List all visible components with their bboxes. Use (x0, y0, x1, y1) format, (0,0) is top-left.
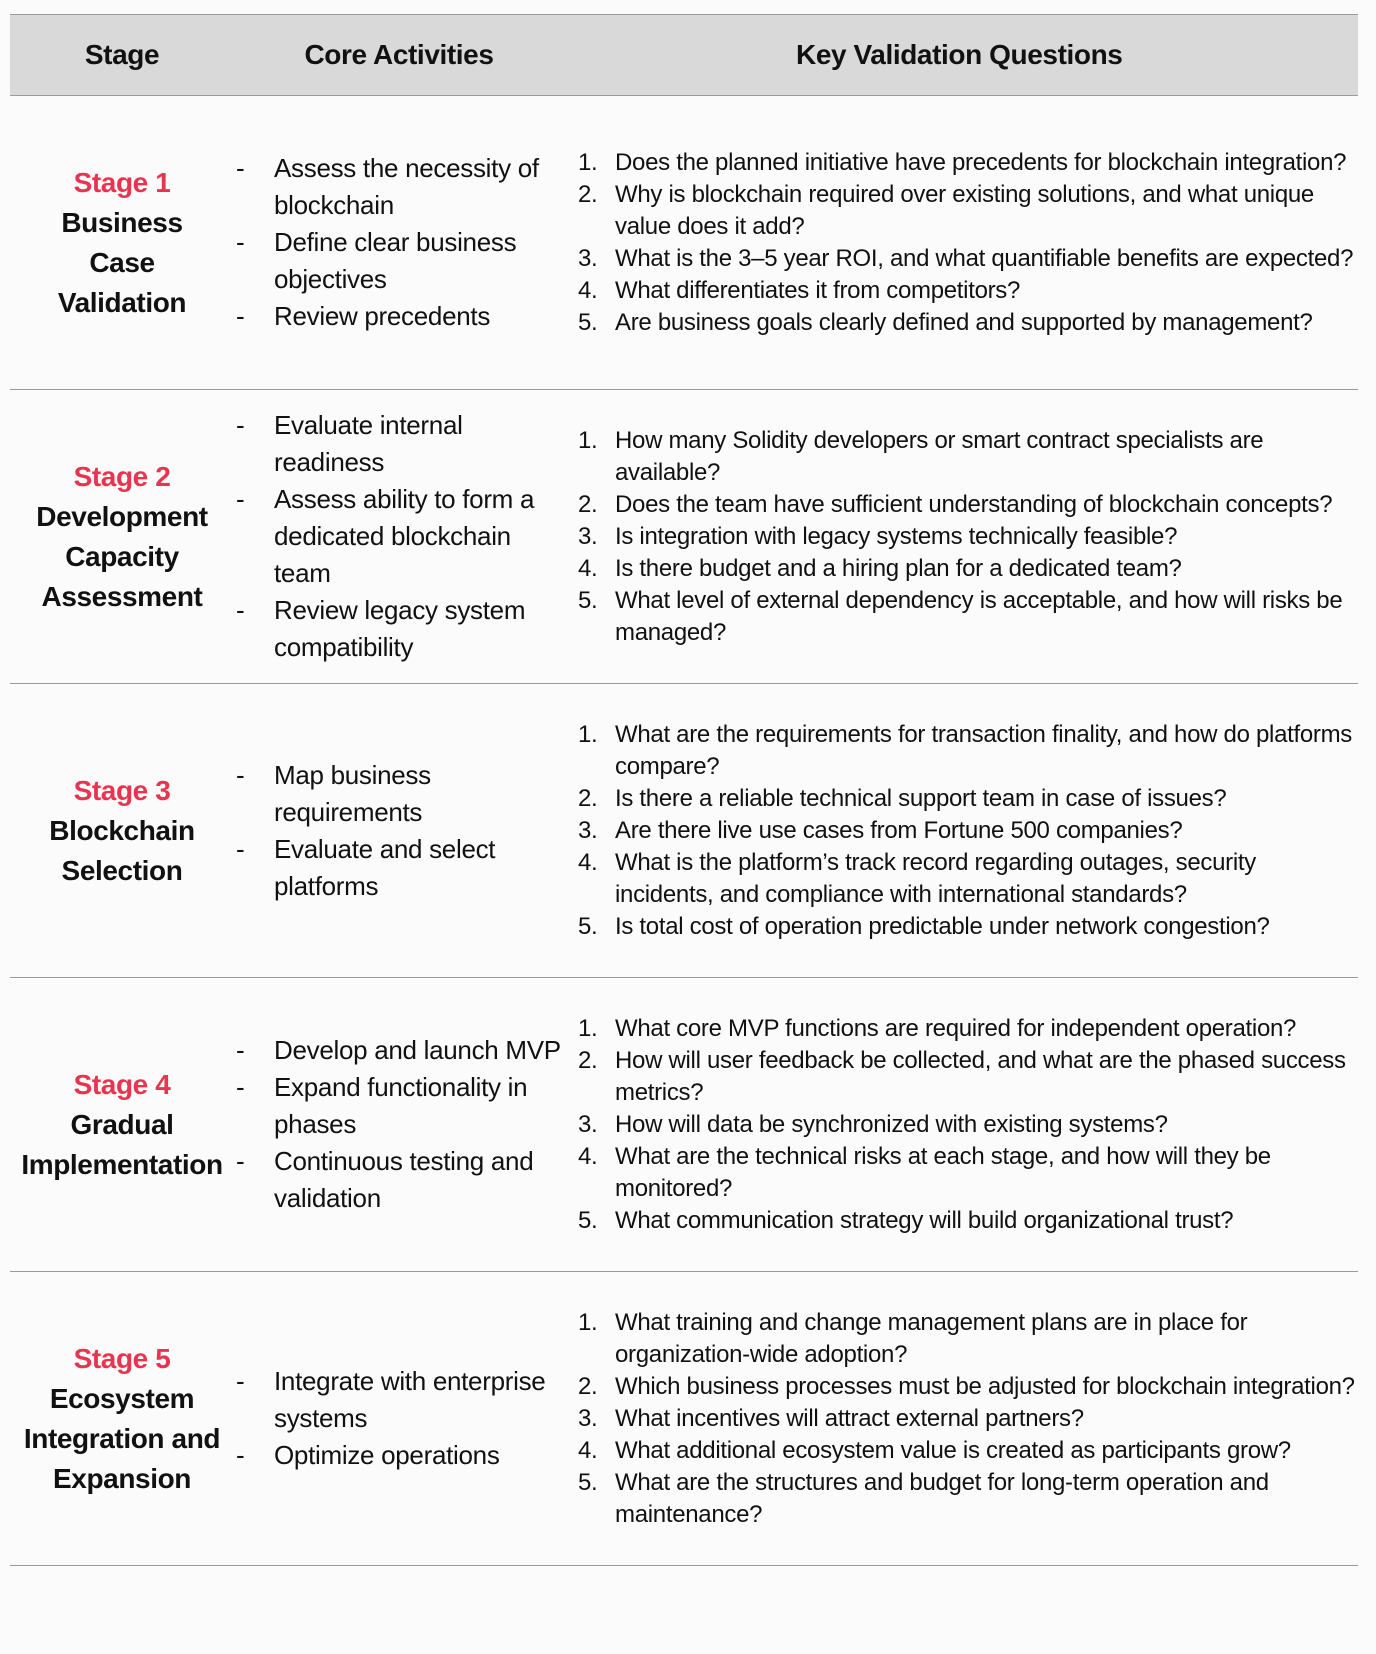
question-item (578, 847, 1358, 911)
activity-item: - Assess ability to form a dedicated blockchain team (234, 481, 564, 592)
core-activities-list (234, 1272, 564, 1565)
question-text: What are the technical risks at each stage, and how will they be monitored? (615, 1142, 1271, 1202)
activity-item: - Develop and launch MVP (234, 1032, 564, 1069)
question-number: 5. (578, 1206, 598, 1234)
question-number: 1. (578, 148, 598, 176)
stage-number: Stage 1 (73, 166, 171, 198)
validation-questions-list (564, 1272, 1358, 1565)
question-number: 5. (578, 308, 598, 336)
question-text: Why is blockchain required over existing solutions, and what unique value does it add? (615, 180, 1314, 240)
question-item (578, 425, 1358, 489)
question-item (578, 1013, 1358, 1045)
question-number: 2. (578, 784, 598, 812)
question-number: 3. (578, 244, 598, 272)
question-item (578, 521, 1358, 553)
question-text: What additional ecosystem value is created as participants grow? (615, 1436, 1291, 1464)
question-item (578, 815, 1358, 847)
question-item (578, 1435, 1358, 1467)
stage-cell (10, 978, 234, 1271)
question-number: 3. (578, 1404, 598, 1432)
question-item (578, 911, 1358, 943)
question-text: What is the 3–5 year ROI, and what quantifiable benefits are expected? (615, 244, 1354, 272)
question-text: Are business goals clearly defined and supported by management? (615, 308, 1313, 336)
header-stage: Stage (84, 39, 160, 70)
question-number: 4. (578, 1436, 598, 1464)
stage-number: Stage 3 (73, 774, 171, 806)
question-number: 1. (578, 1308, 598, 1336)
stage-title-line: Capacity (65, 540, 179, 572)
table-body (10, 96, 1358, 1566)
stage-title-line: Gradual (70, 1108, 174, 1140)
question-item (578, 1045, 1358, 1109)
stage-title-line: Assessment (41, 580, 203, 612)
header-key-validation-questions: Key Validation Questions (796, 39, 1123, 70)
table-row (10, 1272, 1358, 1566)
stage-cell (10, 390, 234, 683)
core-activities-list (234, 684, 564, 977)
question-item (578, 179, 1358, 243)
question-item (578, 553, 1358, 585)
validation-questions-list (564, 390, 1358, 683)
activity-item: - Map business requirements (234, 757, 564, 831)
stage-cell (10, 1272, 234, 1565)
question-item (578, 1307, 1358, 1371)
question-text: What are the requirements for transaction finality, and how do platforms compare? (615, 720, 1352, 780)
question-text: Are there live use cases from Fortune 500 companies? (615, 816, 1183, 844)
stage-title-line: Blockchain (49, 814, 195, 846)
question-item (578, 275, 1358, 307)
question-item (578, 1141, 1358, 1205)
activity-item: - Continuous testing and validation (234, 1143, 564, 1217)
question-text: What is the platform’s track record regarding outages, security incidents, and compliance with international standards? (615, 848, 1256, 908)
question-item (578, 489, 1358, 521)
question-number: 1. (578, 720, 598, 748)
question-number: 5. (578, 1468, 598, 1496)
question-number: 5. (578, 586, 598, 614)
question-item (578, 1371, 1358, 1403)
question-text: Is integration with legacy systems technically feasible? (615, 522, 1178, 550)
core-activities-list (234, 390, 564, 683)
question-text: What core MVP functions are required for independent operation? (615, 1014, 1297, 1042)
stage-cell (10, 96, 234, 389)
question-text: Is there a reliable technical support team in case of issues? (615, 784, 1227, 812)
question-item (578, 1205, 1358, 1237)
question-text: How will data be synchronized with existing systems? (615, 1110, 1168, 1138)
question-item (578, 307, 1358, 339)
header-core-activities: Core Activities (304, 39, 494, 70)
question-number: 2. (578, 1046, 598, 1074)
stage-title-line: Case (89, 246, 155, 278)
validation-questions-list (564, 684, 1358, 977)
question-number: 1. (578, 426, 598, 454)
stage-title-line: Validation (57, 286, 187, 318)
question-text: What incentives will attract external partners? (615, 1404, 1084, 1432)
activity-item: - Review legacy system compatibility (234, 592, 564, 666)
question-number: 4. (578, 276, 598, 304)
question-number: 4. (578, 554, 598, 582)
question-number: 4. (578, 1142, 598, 1170)
question-number: 1. (578, 1014, 598, 1042)
activity-item: - Define clear business objectives (234, 224, 564, 298)
question-item (578, 585, 1358, 649)
question-text: What are the structures and budget for long-term operation and maintenance? (615, 1468, 1269, 1528)
question-text: Is total cost of operation predictable under network congestion? (615, 912, 1270, 940)
table-row (10, 978, 1358, 1272)
question-text: Which business processes must be adjusted for blockchain integration? (615, 1372, 1355, 1400)
validation-questions-list (564, 96, 1358, 389)
question-text: How many Solidity developers or smart contract specialists are available? (615, 426, 1264, 486)
question-item (578, 243, 1358, 275)
question-number: 2. (578, 490, 598, 518)
question-item (578, 1109, 1358, 1141)
question-text: What communication strategy will build organizational trust? (615, 1206, 1234, 1234)
stage-title-line: Integration and (23, 1422, 221, 1454)
activity-item: - Evaluate internal readiness (234, 407, 564, 481)
activity-item: - Review precedents (234, 298, 564, 335)
stage-number: Stage 2 (73, 460, 171, 492)
table-row (10, 684, 1358, 978)
stage-title-line: Expansion (53, 1462, 191, 1494)
table-row (10, 96, 1358, 390)
stage-title-line: Ecosystem (49, 1382, 195, 1414)
question-number: 2. (578, 180, 598, 208)
question-number: 3. (578, 816, 598, 844)
core-activities-list (234, 96, 564, 389)
activity-item: - Assess the necessity of blockchain (234, 150, 564, 224)
question-number: 4. (578, 848, 598, 876)
question-item (578, 1403, 1358, 1435)
question-number: 5. (578, 912, 598, 940)
question-number: 3. (578, 1110, 598, 1138)
activity-item: - Optimize operations (234, 1437, 564, 1474)
activity-item: - Expand functionality in phases (234, 1069, 564, 1143)
question-text: Does the planned initiative have precedents for blockchain integration? (615, 148, 1347, 176)
question-number: 2. (578, 1372, 598, 1400)
question-text: How will user feedback be collected, and what are the phased success metrics? (615, 1046, 1346, 1106)
question-item (578, 1467, 1358, 1531)
stage-number: Stage 5 (73, 1342, 171, 1374)
validation-questions-list (564, 978, 1358, 1271)
table-row (10, 390, 1358, 684)
stage-cell (10, 684, 234, 977)
question-text: Is there budget and a hiring plan for a dedicated team? (615, 554, 1182, 582)
question-item (578, 147, 1358, 179)
question-text: What training and change management plans are in place for organization-wide adoption? (615, 1308, 1248, 1368)
stage-title-line: Business (61, 206, 183, 238)
stage-title-line: Development (36, 500, 208, 532)
stage-table (10, 14, 1358, 1566)
question-item (578, 783, 1358, 815)
question-item (578, 719, 1358, 783)
stage-title-line: Selection (61, 854, 183, 886)
activity-item: - Evaluate and select platforms (234, 831, 564, 905)
question-text: What level of external dependency is acceptable, and how will risks be managed? (615, 586, 1343, 646)
question-text: What differentiates it from competitors? (615, 276, 1021, 304)
stage-title-line: Implementation (21, 1148, 223, 1180)
activity-item: - Integrate with enterprise systems (234, 1363, 564, 1437)
question-number: 3. (578, 522, 598, 550)
stage-number: Stage 4 (73, 1068, 171, 1100)
table-header (10, 14, 1358, 96)
core-activities-list (234, 978, 564, 1271)
question-text: Does the team have sufficient understanding of blockchain concepts? (615, 490, 1333, 518)
